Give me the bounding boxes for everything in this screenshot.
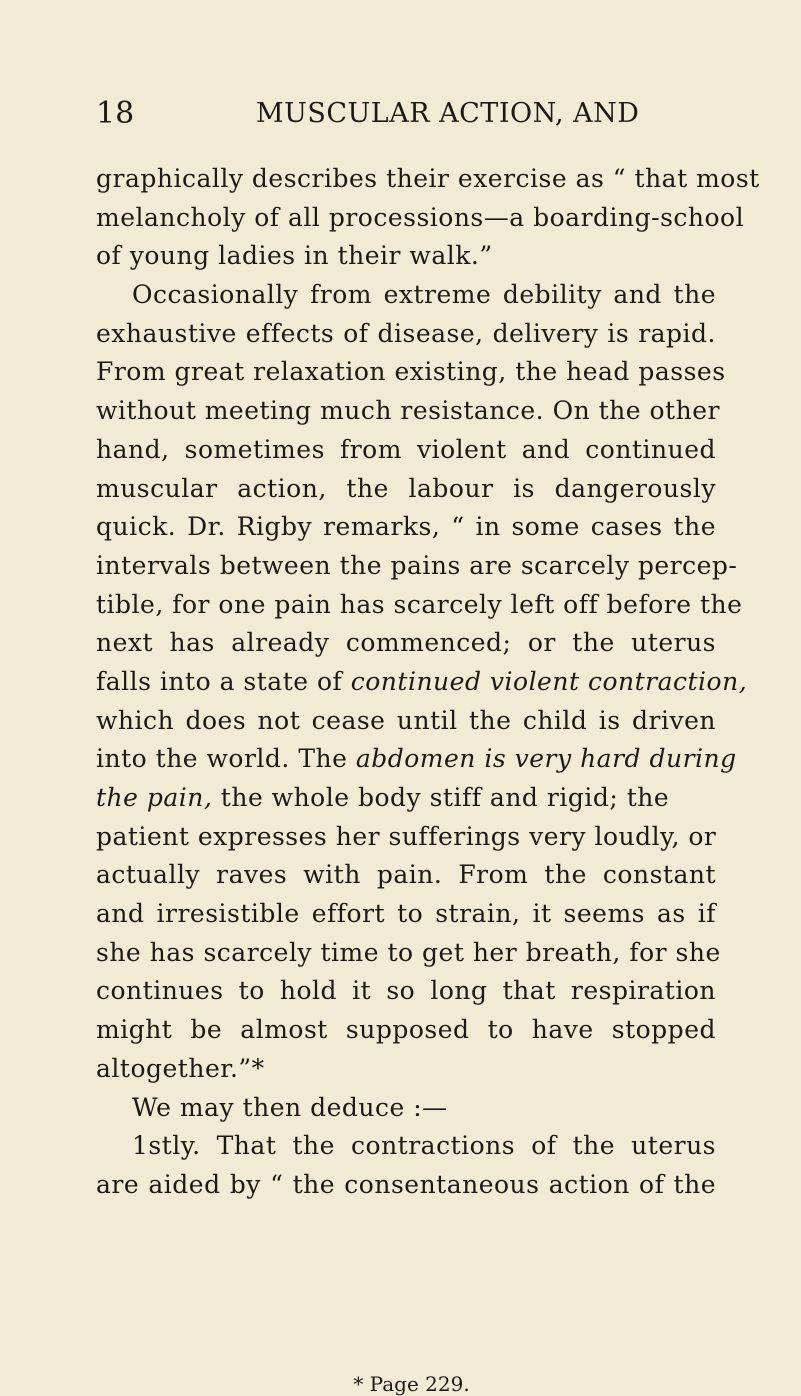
text-line: next has already commenced; or the uterus [96, 628, 716, 658]
footnote [0, 1373, 801, 1395]
text-line-segment: falls into a state of [96, 666, 351, 696]
text-line: We may then deduce :— [132, 1092, 448, 1122]
text-line: which does not cease until the child is driven [96, 705, 716, 735]
text-line: are aided by “ the consentaneous action of the [96, 1169, 716, 1199]
text-line: continues to hold it so long that respiration [96, 976, 716, 1006]
page-header [96, 96, 716, 136]
text-line [96, 663, 748, 702]
text-line: without meeting much resistance. On the other [96, 396, 720, 426]
text-line [96, 779, 716, 818]
text-line: and irresistible effort to strain, it seems as if [96, 899, 716, 929]
text-line: From great relaxation existing, the head passes [96, 357, 726, 387]
text-line-segment: into the world. The [96, 744, 356, 774]
italic-phrase: the pain, [96, 783, 213, 812]
text-line-segment: the whole body stiff and rigid; the [212, 783, 670, 812]
page-number: 18 [96, 96, 135, 131]
text-line: melancholy of all processions—a boarding-school [96, 202, 745, 232]
running-head: MUSCULAR ACTION, AND [256, 98, 640, 129]
text-line: exhaustive effects of disease, delivery is rapid. [96, 318, 716, 348]
text-line: she has scarcely time to get her breath, for she [96, 937, 721, 967]
italic-phrase: continued violent contraction, [350, 666, 748, 696]
text-line: tible, for one pain has scarcely left off before the [96, 589, 743, 619]
text-line: altogether.”* [96, 1053, 265, 1083]
body-text [96, 160, 760, 1205]
text-line: quick. Dr. Rigby remarks, “ in some cases the [96, 512, 716, 542]
footnote-text: * Page 229. [353, 1372, 470, 1396]
text-line: might be almost supposed to have stopped [96, 1015, 716, 1045]
text-line [96, 740, 737, 779]
text-line: of young ladies in their walk.” [96, 241, 493, 271]
text-line: intervals between the pains are scarcely percep- [96, 550, 738, 580]
text-line: 1stly. That the contractions of the uterus [132, 1131, 716, 1161]
italic-phrase: abdomen is very hard during [355, 744, 737, 774]
text-line: hand, sometimes from violent and continued [96, 434, 716, 464]
text-line: actually raves with pain. From the constant [96, 860, 716, 890]
text-line: patient expresses her sufferings very loudly, or [96, 821, 717, 851]
text-line: muscular action, the labour is dangerously [96, 473, 716, 503]
text-line: graphically describes their exercise as “ that most [96, 164, 760, 193]
text-line: Occasionally from extreme debility and the [132, 280, 716, 310]
